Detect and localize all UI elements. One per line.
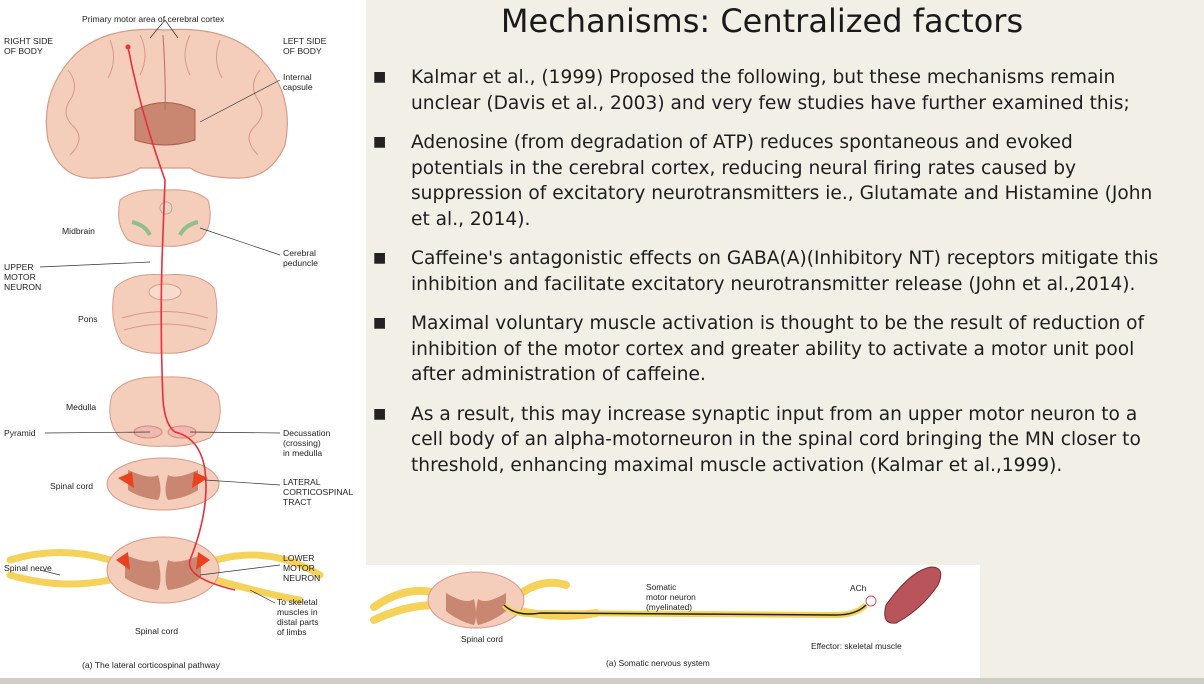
bullet-item <box>370 402 1170 479</box>
label-right-side: RIGHT SIDE OF BODY <box>4 36 54 56</box>
footer-strip <box>0 678 1204 684</box>
label-to-skeletal: To skeletal muscles in distal parts of limbs <box>277 597 319 637</box>
figure-caption-left: (a) The lateral corticospinal pathway <box>82 660 220 670</box>
bullet-item <box>370 311 1170 388</box>
label-primary-motor: Primary motor area of cerebral cortex <box>82 14 225 24</box>
label-left-side: LEFT SIDE OF BODY <box>283 36 327 56</box>
label-pyramid: Pyramid <box>4 428 36 438</box>
figure-caption-bottom: (a) Somatic nervous system <box>606 658 710 668</box>
bullet-text: Kalmar et al., (1999) Proposed the following, but these mechanisms remain unclear (Davis et al., 2003) and very few studies have further examined this; <box>411 67 1130 114</box>
slide-title: Mechanisms: Centralized factors <box>500 2 1024 40</box>
label-somatic-motor: Somatic motor neuron (myelinated) <box>646 582 696 612</box>
bullet-item <box>370 65 1170 116</box>
bullet-list <box>370 65 1170 492</box>
label-spinal-cord-bottom: Spinal cord <box>135 626 178 636</box>
label-internal-capsule: Internal capsule <box>283 72 313 92</box>
bullet-square-icon: ■ <box>373 250 387 266</box>
label-lower-motor-neuron: LOWER MOTOR NEURON <box>283 553 321 583</box>
corticospinal-pathway-figure <box>0 0 366 684</box>
label-lateral-tract: LATERAL CORTICOSPINAL TRACT <box>283 477 354 507</box>
label-pons: Pons <box>78 314 98 324</box>
label-ach: ACh <box>850 583 867 593</box>
somatic-nervous-system-figure <box>366 565 980 678</box>
bullet-square-icon: ■ <box>373 69 387 85</box>
label-effector: Effector: skeletal muscle <box>811 641 902 651</box>
bullet-square-icon: ■ <box>373 315 387 331</box>
label-cerebral-peduncle: Cerebral peduncle <box>283 248 318 268</box>
bullet-text: Caffeine's antagonistic effects on GABA(A)(Inhibitory NT) receptors mitigate this inhibition and facilitate excitatory neurotransmitter release (John et al.,2014). <box>411 248 1159 295</box>
bullet-item <box>370 130 1170 232</box>
bullet-square-icon: ■ <box>373 405 387 422</box>
label-spinal-cord: Spinal cord <box>461 634 503 644</box>
bullet-item <box>370 246 1170 297</box>
label-midbrain: Midbrain <box>62 226 95 236</box>
label-decussation: Decussation (crossing) in medulla <box>283 428 331 458</box>
label-spinal-nerve: Spinal nerve <box>4 563 52 573</box>
bullet-text: As a result, this may increase synaptic input from an upper motor neuron to a cell body of an alpha-motorneuron in the spinal cord bringing the MN closer to threshold, enhancing maximal muscle activation (Kalmar et al.,1999). <box>411 403 1141 476</box>
bullet-text: Maximal voluntary muscle activation is thought to be the result of reduction of inhibition of the motor cortex and greater ability to activate a motor unit pool after administration of caffeine. <box>411 313 1145 385</box>
bullet-text: Adenosine (from degradation of ATP) reduces spontaneous and evoked potentials in the cerebral cortex, reducing neural firing rates caused by suppression of excitatory neurotransmitters ie., Glutamate and Histamine (John et al., 2014). <box>411 132 1153 230</box>
bullet-square-icon: ■ <box>373 134 387 150</box>
label-spinal-cord-mid: Spinal cord <box>50 481 93 491</box>
label-medulla: Medulla <box>66 402 97 412</box>
label-upper-motor-neuron: UPPER MOTOR NEURON <box>4 262 42 292</box>
